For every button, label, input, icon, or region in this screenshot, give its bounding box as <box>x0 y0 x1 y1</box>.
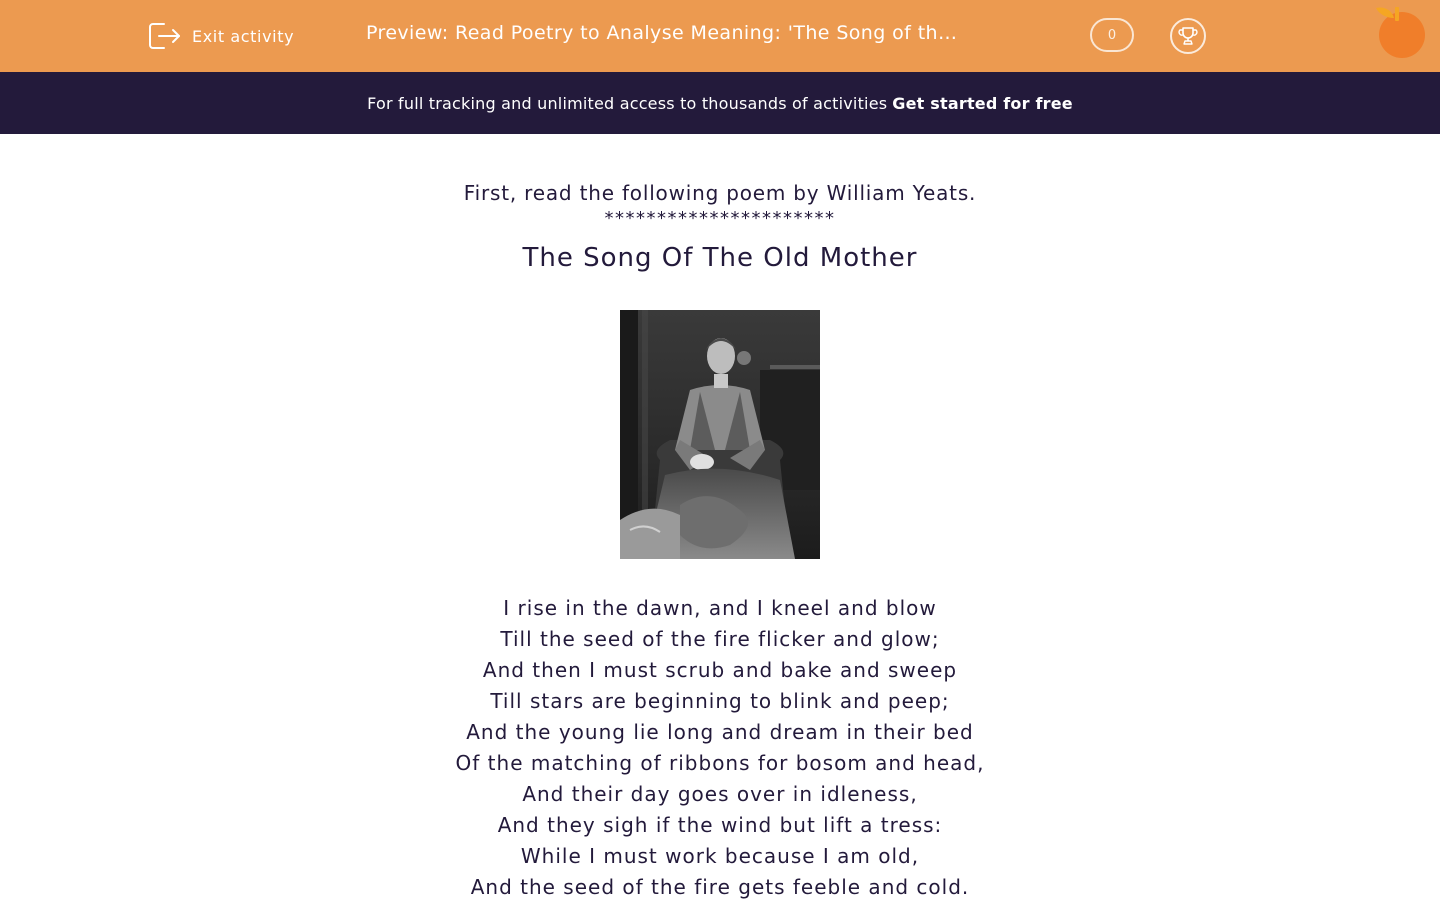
asterisk-divider: ********************** <box>604 208 836 229</box>
poem-text <box>0 593 1440 903</box>
poem-line: I rise in the dawn, and I kneel and blow <box>503 596 937 620</box>
poem-line: And the seed of the fire gets feeble and cold. <box>470 875 970 899</box>
trophy-icon <box>1177 25 1199 47</box>
poem-title: The Song Of The Old Mother <box>522 243 918 273</box>
poem-line: Till stars are beginning to blink and peep; <box>490 689 950 713</box>
orange-logo <box>1372 4 1428 62</box>
poem-line: And they sigh if the wind but lift a tress: <box>497 813 943 837</box>
main-content <box>0 134 1440 903</box>
poem-line: And the young lie long and dream in their bed <box>466 720 974 744</box>
intro-text: First, read the following poem by William Yeats. <box>463 181 977 205</box>
exit-icon <box>148 21 182 51</box>
trophy-button[interactable] <box>1170 18 1206 54</box>
score-badge: 0 <box>1090 18 1134 52</box>
exit-activity-label: Exit activity <box>192 26 295 46</box>
exit-activity-button[interactable] <box>148 20 294 52</box>
poem-line: Till the seed of the fire flicker and glow; <box>500 627 940 651</box>
old-woman-knitting-photo <box>620 310 820 559</box>
banner-text: For full tracking and unlimited access to thousands of activities <box>367 93 888 113</box>
poem-line: And their day goes over in idleness, <box>522 782 918 806</box>
poem-line: While I must work because I am old, <box>520 844 920 868</box>
poem-line: And then I must scrub and bake and sweep <box>482 658 958 682</box>
get-started-link[interactable]: Get started for free <box>892 93 1073 113</box>
top-bar <box>0 0 1440 72</box>
poem-line: Of the matching of ribbons for bosom and head, <box>455 751 985 775</box>
activity-title: Preview: Read Poetry to Analyse Meaning: 'The Song of th… <box>366 22 958 44</box>
signup-banner <box>0 72 1440 134</box>
